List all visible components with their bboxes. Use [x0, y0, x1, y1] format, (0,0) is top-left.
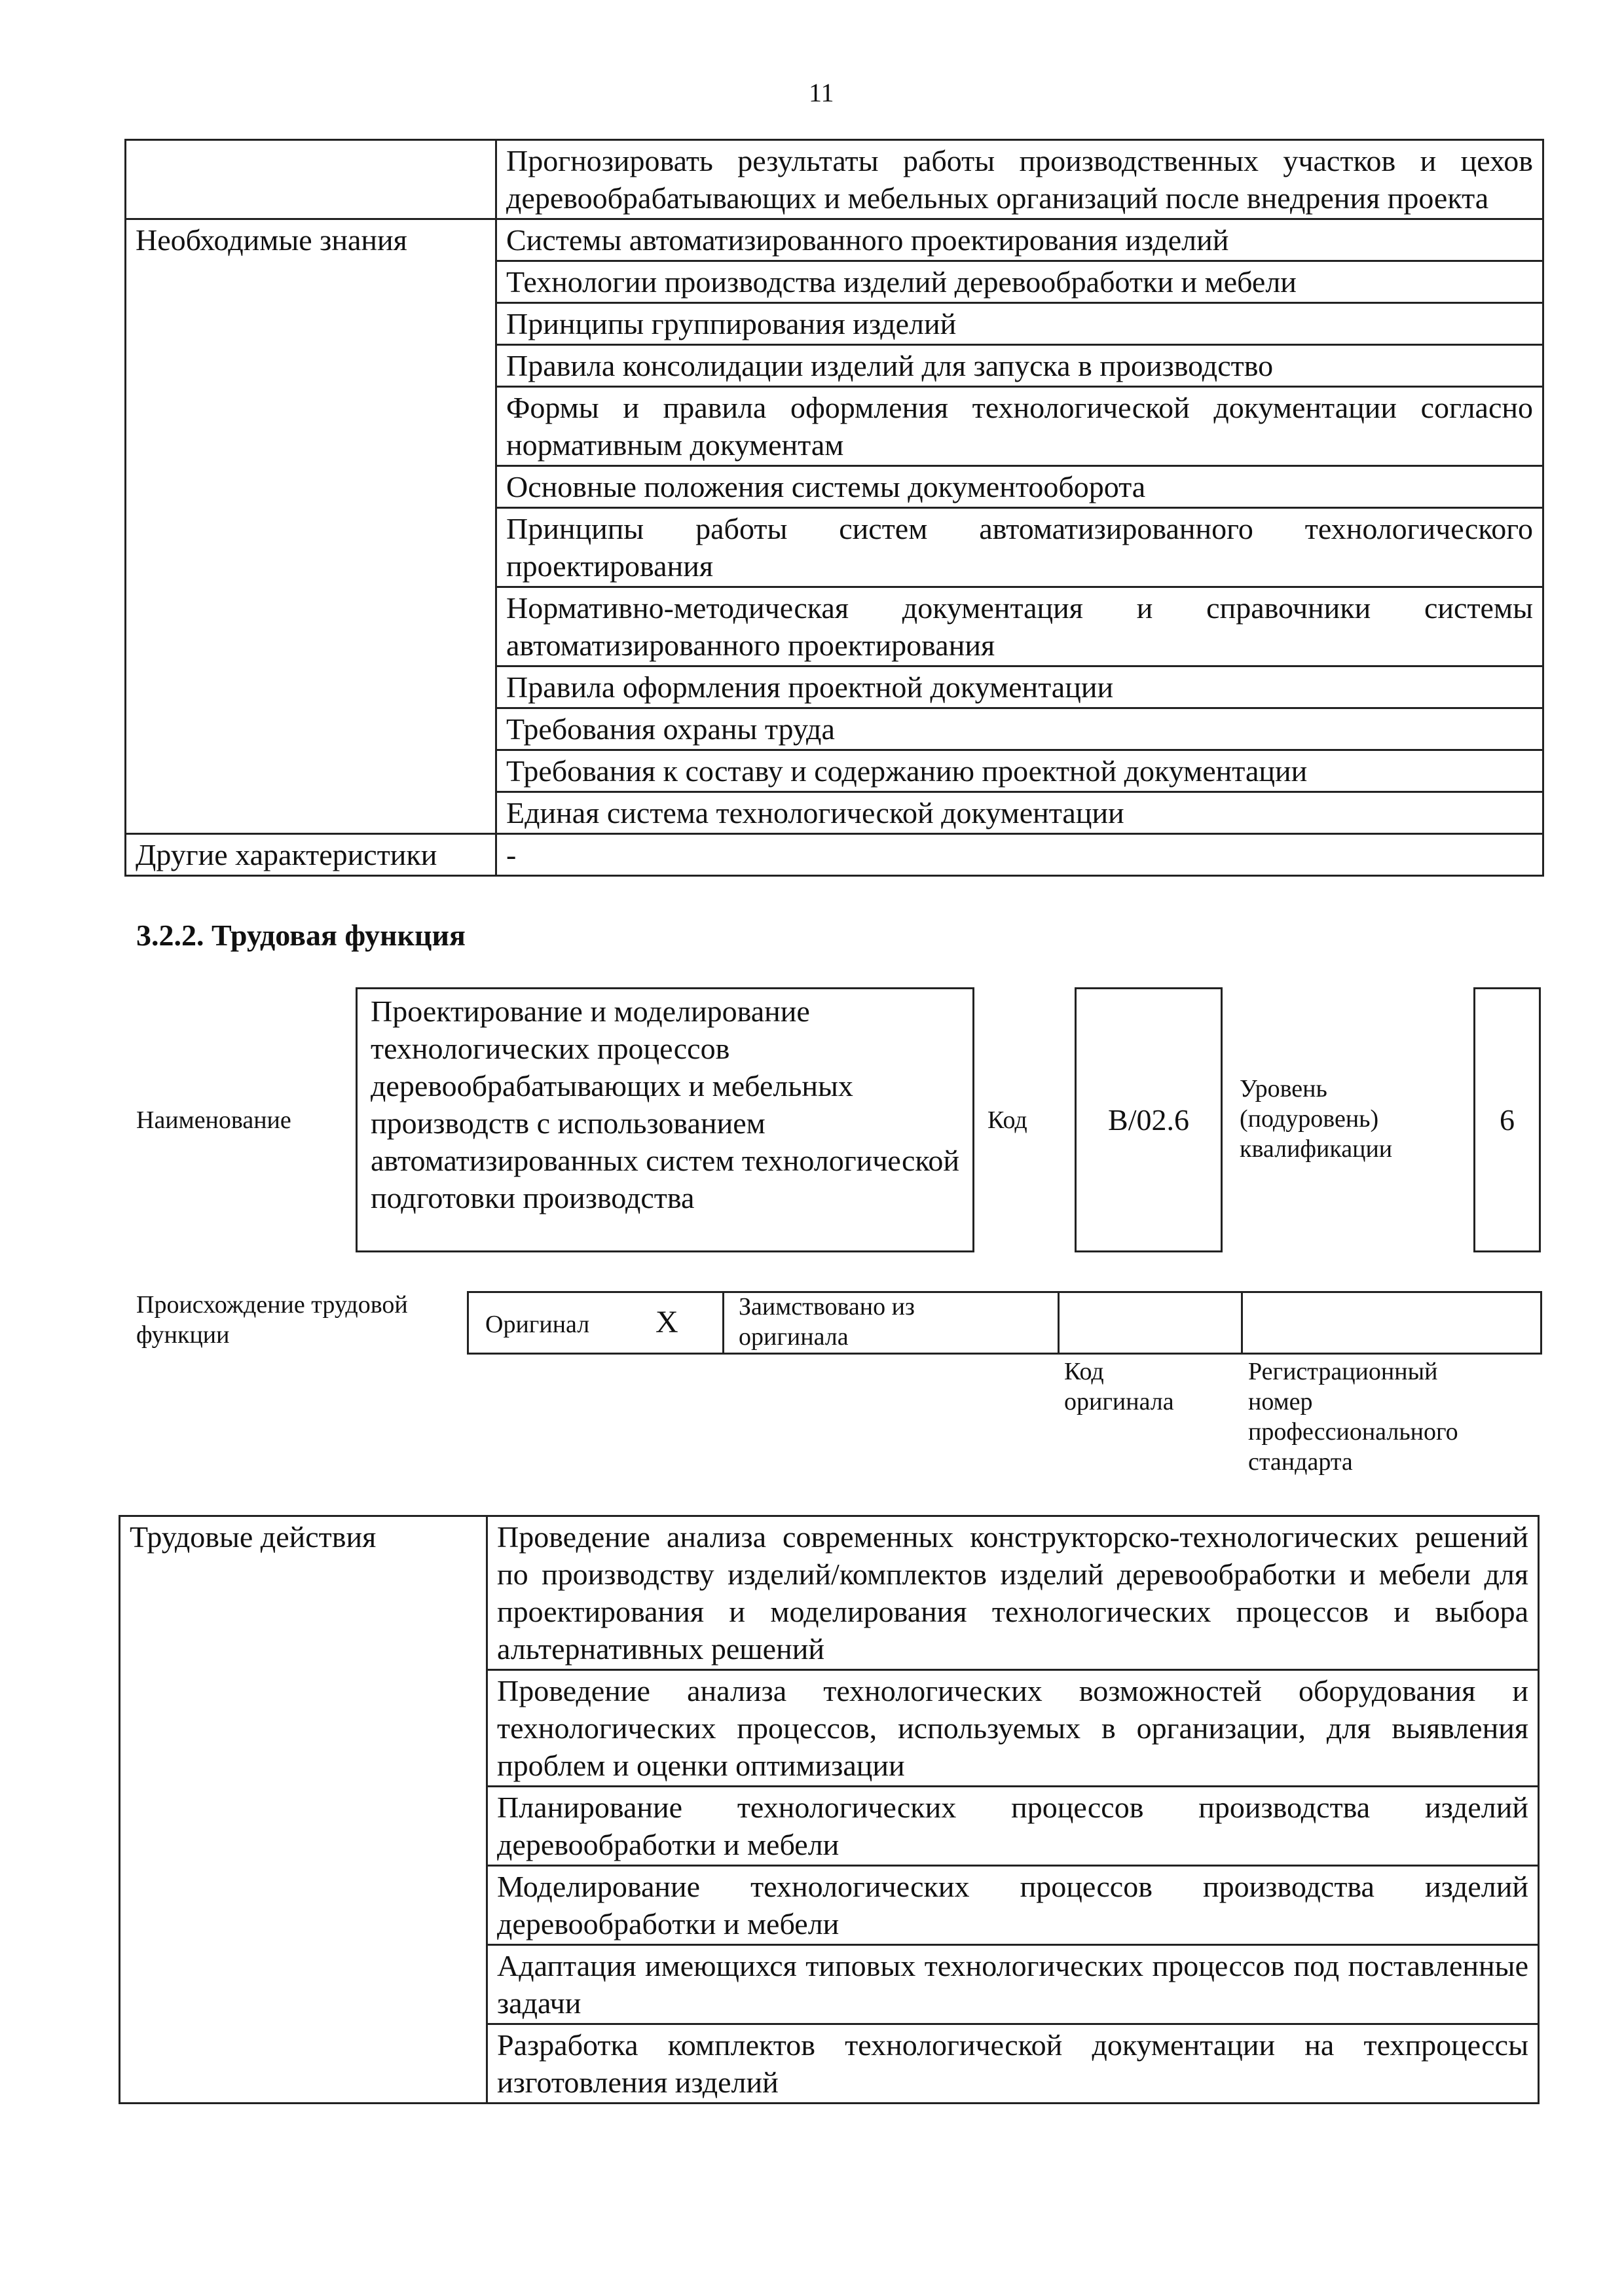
table-row	[126, 219, 1543, 261]
function-code-value: B/02.6	[1108, 1103, 1189, 1137]
table-cell: Основные положения системы документооборота	[496, 466, 1543, 508]
table-cell: Принципы работы систем автоматизированного технологического проектирования	[496, 508, 1543, 587]
table-row	[126, 834, 1543, 876]
origin-box	[467, 1291, 1542, 1355]
table-cell: Единая система технологической документации	[496, 792, 1543, 834]
code-label: Код	[987, 1106, 1027, 1134]
table-cell: Правила оформления проектной документации	[496, 666, 1543, 708]
table-cell: Адаптация имеющихся типовых технологических процессов под поставленные задачи	[487, 1945, 1539, 2024]
table-cell: Требования к составу и содержанию проектной документации	[496, 750, 1543, 792]
table-cell: Технологии производства изделий деревообработки и мебели	[496, 261, 1543, 303]
table-cell-label: Другие характеристики	[126, 834, 496, 876]
function-level-value: 6	[1500, 1103, 1515, 1137]
function-level-box	[1473, 987, 1541, 1252]
table-cell: Системы автоматизированного проектирования изделий	[496, 219, 1543, 261]
table-row	[126, 140, 1543, 219]
table-cell: Прогнозировать результаты работы производственных участков и цехов деревообрабатывающих и мебельных организаций после внедрения проекта	[496, 140, 1543, 219]
table-row	[120, 1516, 1539, 1670]
knowledge-table	[124, 139, 1544, 877]
table-cell-label: Трудовые действия	[120, 1516, 487, 2104]
table-cell: Требования охраны труда	[496, 708, 1543, 750]
table-cell: Планирование технологических процессов производства изделий деревообработки и мебели	[487, 1787, 1539, 1866]
table-cell-label	[126, 140, 496, 219]
function-code-box	[1075, 987, 1223, 1252]
level-label: Уровень (подуровень) квалификации	[1240, 1075, 1393, 1163]
origin-original-label: Оригинал	[485, 1311, 590, 1338]
table-cell: Проведение анализа современных конструкторско-технологических решений по производству изделий/комплектов изделий деревообработки и мебели для проектирования и моделирования технологических процессов и выбора альтернативных решений	[487, 1516, 1539, 1670]
table-cell-label: Необходимые знания	[126, 219, 496, 834]
origin-code-cell	[1060, 1293, 1243, 1353]
origin-original-mark: X	[655, 1305, 678, 1339]
table-cell: Принципы группирования изделий	[496, 303, 1543, 345]
page-number: 11	[809, 78, 834, 107]
section-heading: 3.2.2. Трудовая функция	[136, 919, 466, 952]
table-cell: Нормативно-методическая документация и справочники системы автоматизированного проектирования	[496, 587, 1543, 666]
table-cell: Формы и правила оформления технологической документации согласно нормативным документам	[496, 387, 1543, 466]
origin-borrowed-cell	[724, 1293, 1060, 1353]
function-name-box: Проектирование и моделирование технологических процессов деревообрабатывающих и мебельных производств с использованием автоматизированных систем технологической подготовки производства	[356, 987, 974, 1252]
origin-borrowed-label: Заимствовано из оригинала	[739, 1293, 915, 1351]
actions-table	[119, 1515, 1540, 2104]
table-cell: Моделирование технологических процессов производства изделий деревообработки и мебели	[487, 1866, 1539, 1945]
table-cell: Проведение анализа технологических возможностей оборудования и технологических процессов, используемых в организации, для выявления проблем и оценки оптимизации	[487, 1670, 1539, 1787]
name-label: Наименование	[136, 1106, 291, 1134]
origin-reg-cell	[1243, 1293, 1540, 1353]
table-cell: -	[496, 834, 1543, 876]
origin-original-cell	[469, 1293, 724, 1353]
origin-reg-caption: Регистрационный номер профессионального стандарта	[1248, 1358, 1458, 1476]
table-cell: Правила консолидации изделий для запуска в производство	[496, 345, 1543, 387]
origin-code-caption: Код оригинала	[1064, 1358, 1174, 1415]
table-cell: Разработка комплектов технологической документации на техпроцессы изготовления изделий	[487, 2024, 1539, 2104]
origin-label: Происхождение трудовой функции	[136, 1291, 408, 1349]
